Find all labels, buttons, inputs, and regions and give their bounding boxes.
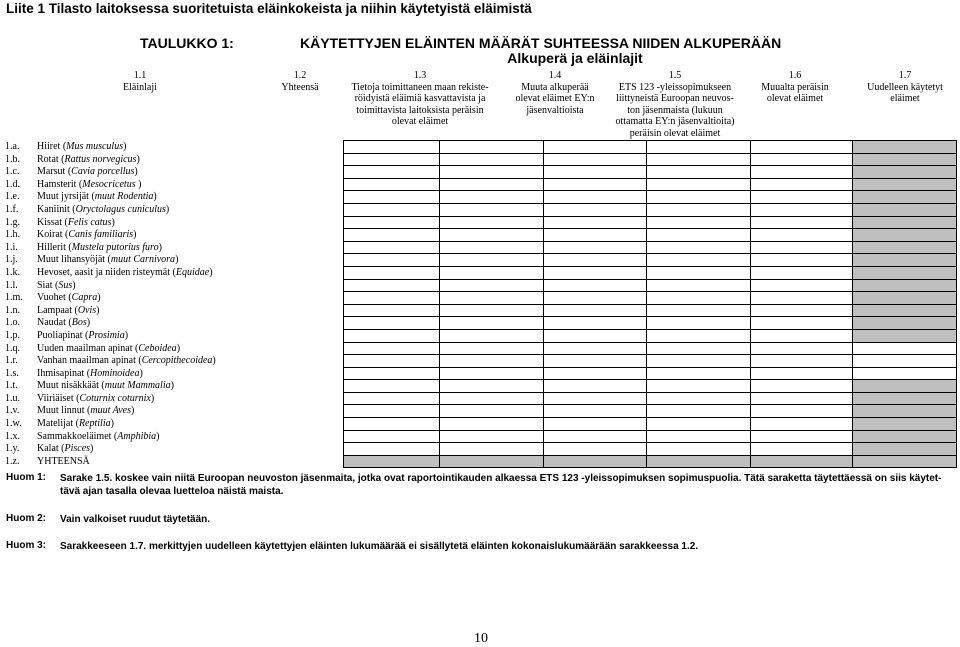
row-label: Marsut (Cavia porcellus) [37,166,138,178]
input-cell[interactable] [751,329,853,342]
input-cell[interactable] [751,317,853,330]
input-cell[interactable] [647,191,751,204]
input-cell[interactable] [440,141,544,154]
table-row [5,178,957,191]
note-label: Huom 2: [6,513,46,524]
table-row [5,241,957,254]
input-cell[interactable] [647,254,751,267]
input-cell[interactable] [647,355,751,368]
disabled-cell [440,455,544,468]
row-code: 1.q. [5,342,20,354]
input-cell[interactable] [440,178,544,191]
input-cell[interactable] [647,203,751,216]
disabled-cell [853,418,957,431]
input-cell[interactable] [647,405,751,418]
input-cell[interactable] [344,216,440,229]
input-cell[interactable] [544,216,647,229]
input-cell[interactable] [647,178,751,191]
disabled-cell [853,380,957,393]
disabled-cell [853,191,957,204]
row-code: 1.h. [5,229,20,241]
input-cell[interactable] [544,241,647,254]
disabled-cell [853,203,957,216]
input-cell[interactable] [544,141,647,154]
disabled-cell [751,455,853,468]
table-row [5,191,957,204]
row-code: 1.d. [5,178,20,190]
input-cell[interactable] [440,166,544,179]
input-cell[interactable] [440,241,544,254]
disabled-cell [853,229,957,242]
column-description: ETS 123 -yleissopimukseen liittyneistä Euroopan neuvos- ton jäsenmaista (lukuun ottamatta EY:n jäsenvaltioita) peräisin olevat eläimet [615,81,735,139]
disabled-cell [853,292,957,305]
table-row [5,355,957,368]
column-description: Uudelleen käytetyt eläimet [867,81,943,104]
animal-table [5,140,957,468]
table-row [5,229,957,242]
input-cell[interactable] [344,241,440,254]
column-header-4 [505,70,605,116]
input-cell[interactable] [751,304,853,317]
input-cell[interactable] [344,292,440,305]
row-code: 1.p. [5,329,20,341]
disabled-cell [853,430,957,443]
input-cell[interactable] [647,367,751,380]
input-cell[interactable] [344,430,440,443]
table-row [5,443,957,456]
row-code: 1.e. [5,191,20,203]
input-cell[interactable] [344,329,440,342]
disabled-cell [853,266,957,279]
table-row [5,418,957,431]
input-cell[interactable] [853,342,957,355]
input-cell[interactable] [544,329,647,342]
input-cell[interactable] [544,342,647,355]
row-label: Vanhan maailman apinat (Cercopithecoidea) [37,355,216,367]
column-number: 1.6 [788,70,802,81]
input-cell[interactable] [440,153,544,166]
input-cell[interactable] [751,443,853,456]
input-cell[interactable] [440,279,544,292]
row-label: Muut lihansyöjät (muut Carnivora) [37,254,179,266]
row-code: 1.w. [5,418,22,430]
input-cell[interactable] [647,443,751,456]
input-cell[interactable] [344,367,440,380]
row-label: Kalat (Pisces) [37,443,94,455]
input-cell[interactable] [751,279,853,292]
table-row [5,153,957,166]
input-cell[interactable] [751,405,853,418]
input-cell[interactable] [344,266,440,279]
input-cell[interactable] [751,203,853,216]
input-cell[interactable] [751,229,853,242]
input-cell[interactable] [751,191,853,204]
table-row [5,329,957,342]
input-cell[interactable] [344,392,440,405]
input-cell[interactable] [751,241,853,254]
input-cell[interactable] [544,380,647,393]
input-cell[interactable] [647,241,751,254]
input-cell[interactable] [344,254,440,267]
input-cell[interactable] [544,153,647,166]
row-code: 1.j. [5,254,18,266]
row-code: 1.i. [5,241,18,253]
input-cell[interactable] [344,229,440,242]
row-code: 1.b. [5,153,20,165]
column-header-5 [605,70,745,139]
document-title: Liite 1 Tilasto laitoksessa suoritetuista eläinkokeista ja niihin käytetyistä eläimistä [6,1,532,16]
row-label: Uuden maailman apinat (Ceboidea) [37,342,181,354]
input-cell[interactable] [344,443,440,456]
row-label: Lampaat (Ovis) [37,304,100,316]
input-cell[interactable] [440,254,544,267]
input-cell[interactable] [751,254,853,267]
table-row [5,216,957,229]
row-label: Puoliapinat (Prosimia) [37,329,129,341]
note-text: Sarakkeeseen 1.7. merkittyjen uudelleen käytettyjen eläinten lukumäärää ei sisällytetä eläinten kokonaislukumäärään sarakkeessa 1.2. [60,541,699,552]
input-cell[interactable] [544,443,647,456]
input-cell[interactable] [440,266,544,279]
column-header-1 [110,70,170,93]
row-label: Kissat (Felis catus) [37,216,115,228]
input-cell[interactable] [647,392,751,405]
row-code: 1.u. [5,392,20,404]
input-cell[interactable] [544,317,647,330]
column-number: 1.5 [668,70,682,81]
input-cell[interactable] [440,367,544,380]
column-number: 1.2 [293,70,307,81]
column-description: Muualta peräisin olevat eläimet [761,81,829,104]
disabled-cell [647,455,751,468]
input-cell[interactable] [647,141,751,154]
row-code: 1.m. [5,292,23,304]
input-cell[interactable] [344,178,440,191]
page-number: 10 [474,631,488,646]
table-number: TAULUKKO 1: [140,35,234,51]
table-row [5,292,957,305]
table-row [5,367,957,380]
input-cell[interactable] [544,279,647,292]
table-row [5,430,957,443]
input-cell[interactable] [751,266,853,279]
column-header-6 [755,70,835,105]
disabled-cell [853,166,957,179]
table-subheading: Alkuperä ja eläinlajit [507,50,643,66]
row-label: Naudat (Bos) [37,317,91,329]
input-cell[interactable] [344,279,440,292]
input-cell[interactable] [344,304,440,317]
table-row [5,380,957,393]
row-code: 1.c. [5,166,20,178]
input-cell[interactable] [440,392,544,405]
input-cell[interactable] [853,367,957,380]
input-cell[interactable] [344,317,440,330]
input-cell[interactable] [440,405,544,418]
input-cell[interactable] [647,153,751,166]
column-number: 1.7 [898,70,912,81]
input-cell[interactable] [440,203,544,216]
input-cell[interactable] [647,292,751,305]
input-cell[interactable] [440,229,544,242]
row-code: 1.n. [5,304,20,316]
row-label: Rotat (Rattus norvegicus) [37,153,140,165]
input-cell[interactable] [647,380,751,393]
note-text: Vain valkoiset ruudut täytetään. [60,514,211,525]
input-cell[interactable] [344,342,440,355]
row-code: 1.x. [5,430,20,442]
input-cell[interactable] [751,392,853,405]
row-code: 1.o. [5,317,20,329]
input-cell[interactable] [440,191,544,204]
input-cell[interactable] [751,430,853,443]
disabled-cell [853,178,957,191]
row-label: Muut linnut (muut Aves) [37,405,135,417]
input-cell[interactable] [544,304,647,317]
input-cell[interactable] [647,329,751,342]
note-label: Huom 1: [6,472,46,483]
input-cell[interactable] [647,216,751,229]
disabled-cell [853,153,957,166]
input-cell[interactable] [544,229,647,242]
row-label: Viiriäiset (Coturnix coturnix) [37,392,155,404]
input-cell[interactable] [440,380,544,393]
table-heading: KÄYTETTYJEN ELÄINTEN MÄÄRÄT SUHTEESSA NIIDEN ALKUPERÄÄN [300,35,782,51]
disabled-cell [853,317,957,330]
table-row [5,317,957,330]
input-cell[interactable] [440,443,544,456]
row-label: Hiiret (Mus musculus) [37,141,127,152]
input-cell[interactable] [647,418,751,431]
disabled-cell [853,279,957,292]
disabled-cell [853,405,957,418]
input-cell[interactable] [344,191,440,204]
row-code: 1.y. [5,443,20,455]
input-cell[interactable] [751,178,853,191]
input-cell[interactable] [344,166,440,179]
disabled-cell [853,216,957,229]
row-code: 1.g. [5,216,20,228]
column-description: Eläinlaji [123,81,157,93]
disabled-cell [853,241,957,254]
column-header-2 [265,70,335,93]
input-cell[interactable] [751,141,853,154]
row-label: Koirat (Canis familiaris) [37,229,137,241]
input-cell[interactable] [344,203,440,216]
input-cell[interactable] [751,153,853,166]
input-cell[interactable] [440,430,544,443]
input-cell[interactable] [440,342,544,355]
input-cell[interactable] [440,418,544,431]
input-cell[interactable] [440,304,544,317]
disabled-cell [853,329,957,342]
table-row [5,254,957,267]
row-label: Sammakkoeläimet (Amphibia) [37,430,160,442]
disabled-cell [344,455,440,468]
input-cell[interactable] [751,355,853,368]
input-cell[interactable] [344,418,440,431]
input-cell[interactable] [751,367,853,380]
input-cell[interactable] [544,266,647,279]
input-cell[interactable] [440,317,544,330]
row-label: YHTEENSÄ [37,455,90,467]
disabled-cell [853,141,957,154]
input-cell[interactable] [544,367,647,380]
column-number: 1.3 [413,70,427,81]
input-cell[interactable] [544,405,647,418]
table-row [5,405,957,418]
input-cell[interactable] [647,430,751,443]
input-cell[interactable] [751,342,853,355]
row-code: 1.k. [5,266,20,278]
row-label: Hevoset, aasit ja niiden risteymät (Equidae) [37,266,213,278]
input-cell[interactable] [544,430,647,443]
input-cell[interactable] [344,380,440,393]
input-cell[interactable] [440,292,544,305]
row-label: Hillerit (Mustela putorius furo) [37,241,162,253]
table-row [5,279,957,292]
row-label: Muut jyrsijät (muut Rodentia) [37,191,157,203]
input-cell[interactable] [853,355,957,368]
column-description: Muuta alkuperää olevat eläimet EY:n jäsenvaltioista [515,81,595,116]
input-cell[interactable] [647,342,751,355]
input-cell[interactable] [344,405,440,418]
table-row [5,392,957,405]
row-label: Matelijat (Reptilia) [37,418,114,430]
column-header-7 [855,70,955,105]
input-cell[interactable] [544,392,647,405]
row-label: Siat (Sus) [37,279,76,291]
input-cell[interactable] [544,166,647,179]
row-label: Muut nisäkkäät (muut Mammalia) [37,380,174,392]
row-code: 1.s. [5,367,19,379]
input-cell[interactable] [344,355,440,368]
input-cell[interactable] [440,329,544,342]
input-cell[interactable] [751,292,853,305]
table-row [5,266,957,279]
input-cell[interactable] [647,279,751,292]
table-row [5,141,957,154]
disabled-cell [544,455,647,468]
input-cell[interactable] [751,380,853,393]
row-label: Kaniinit (Oryctolagus cuniculus) [37,203,170,215]
input-cell[interactable] [751,216,853,229]
disabled-cell [853,392,957,405]
row-code: 1.f. [5,203,19,215]
table-row [5,455,957,468]
row-code: 1.r. [5,355,18,367]
row-label: Vuohet (Capra) [37,292,101,304]
row-code: 1.t. [5,380,18,392]
input-cell[interactable] [751,418,853,431]
row-code: 1.l. [5,279,18,291]
input-cell[interactable] [440,355,544,368]
input-cell[interactable] [544,292,647,305]
input-cell[interactable] [344,153,440,166]
input-cell[interactable] [647,304,751,317]
input-cell[interactable] [647,317,751,330]
row-label: Hamsterit (Mesocricetus ) [37,178,142,190]
column-description: Tietoja toimittaneen maan rekiste- röidyistä eläimiä kasvattavista ja toimittavista laitoksista peräisin olevat eläimet [351,81,489,127]
note-label: Huom 3: [6,540,46,551]
input-cell[interactable] [544,178,647,191]
table-row [5,342,957,355]
input-cell[interactable] [344,141,440,154]
row-code: 1.v. [5,405,20,417]
disabled-cell [853,455,957,468]
column-header-3 [345,70,495,128]
column-number: 1.1 [133,70,147,81]
column-number: 1.4 [548,70,562,81]
input-cell[interactable] [544,418,647,431]
input-cell[interactable] [647,266,751,279]
input-cell[interactable] [544,203,647,216]
table-row [5,304,957,317]
note-text: Sarake 1.5. koskee vain niitä Euroopan neuvoston jäsenmaita, jotka ovat raportointikauden alkaessa ETS 123 -yleissopimuksen sopimuspuolia. Tätä saraketta täytettäessä on siis käytet- tävä ajan tasalla olevaa luetteloa näistä maista. [60,473,942,497]
input-cell[interactable] [440,216,544,229]
table-row [5,203,957,216]
input-cell[interactable] [544,254,647,267]
row-label: Ihmisapinat (Hominoidea) [37,367,143,379]
row-code: 1.a. [5,141,20,152]
row-code: 1.z. [5,455,20,467]
input-cell[interactable] [751,166,853,179]
input-cell[interactable] [647,229,751,242]
disabled-cell [853,443,957,456]
disabled-cell [853,254,957,267]
table-row [5,166,957,179]
input-cell[interactable] [544,355,647,368]
input-cell[interactable] [544,191,647,204]
disabled-cell [853,304,957,317]
input-cell[interactable] [647,166,751,179]
column-description: Yhteensä [281,81,319,93]
